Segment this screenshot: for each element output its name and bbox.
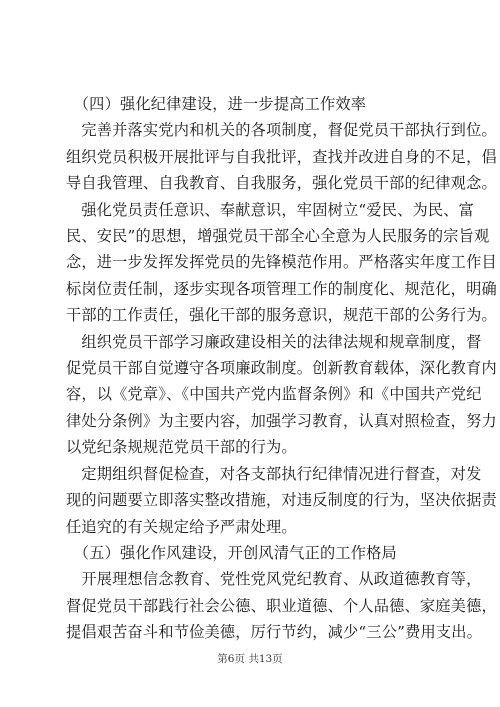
paragraph-discipline-system	[66, 117, 497, 196]
text-line: 以党纪条规规范党员干部的行为。	[66, 438, 297, 457]
text-line: 干部的工作责任，强化干部的服务意识，规范干部的公务行为。	[66, 306, 497, 325]
text-line: 定期组织督促检查，对各支部执行纪律情况进行督查，对发	[66, 464, 482, 483]
text-line: 任追究的有关规定给予严肃处理。	[66, 517, 297, 536]
paragraph-ethics-education	[66, 566, 497, 645]
text-line: 容，以《党章》、《中国共产党内监督条例》和《中国共产党纪	[66, 385, 482, 404]
text-line: 强化党员责任意识、奉献意识，牢固树立“爱民、为民、富	[66, 200, 475, 219]
text-line: 组织党员干部学习廉政建设相关的法律法规和规章制度，督	[66, 332, 482, 351]
section-heading-5	[66, 540, 466, 566]
text-line: 督促党员干部践行社会公德、职业道德、个人品德、家庭美德，	[66, 596, 497, 615]
text-line: 律处分条例》为主要内容，加强学习教育，认真对照检查，努力	[66, 411, 497, 430]
text-line: 标岗位责任制，逐步实现各项管理工作的制度化、规范化，明确	[66, 279, 497, 298]
paragraph-inspection	[66, 461, 497, 540]
text-line: （五）强化作风建设，开创风清气正的工作格局	[66, 543, 397, 562]
text-line: 现的问题要立即落实整改措施，对违反制度的行为，坚决依据责	[66, 491, 497, 510]
paragraph-integrity-study	[66, 329, 497, 461]
text-line: 导自我管理、自我教育、自我服务，强化党员干部的纪律观念。	[66, 174, 497, 193]
text-line: 促党员干部自觉遵守各项廉政制度。创新教育载体，深化教育内	[66, 359, 497, 378]
text-line: 开展理想信念教育、党性党风党纪教育、从政道德教育等，	[66, 570, 482, 589]
section-heading-4	[66, 91, 466, 117]
paragraph-responsibility	[66, 197, 497, 329]
page-number-footer: 第6页 共13页	[217, 653, 283, 665]
text-line: 提倡艰苦奋斗和节俭美德，厉行节约，减少“三公”费用支出。	[66, 623, 483, 642]
text-line: 念，进一步发挥发挥党员的先锋模范作用。严格落实年度工作目	[66, 253, 497, 272]
text-line: 民、安民”的思想，增强党员干部全心全意为人民服务的宗旨观	[66, 227, 490, 246]
document-body	[66, 91, 497, 646]
text-line: 完善并落实党内和机关的各项制度，督促党员干部执行到位。	[66, 121, 497, 140]
text-line: （四）强化纪律建设，进一步提高工作效率	[66, 95, 367, 113]
text-line: 组织党员积极开展批评与自我批评，查找并改进自身的不足，倡	[66, 147, 497, 166]
